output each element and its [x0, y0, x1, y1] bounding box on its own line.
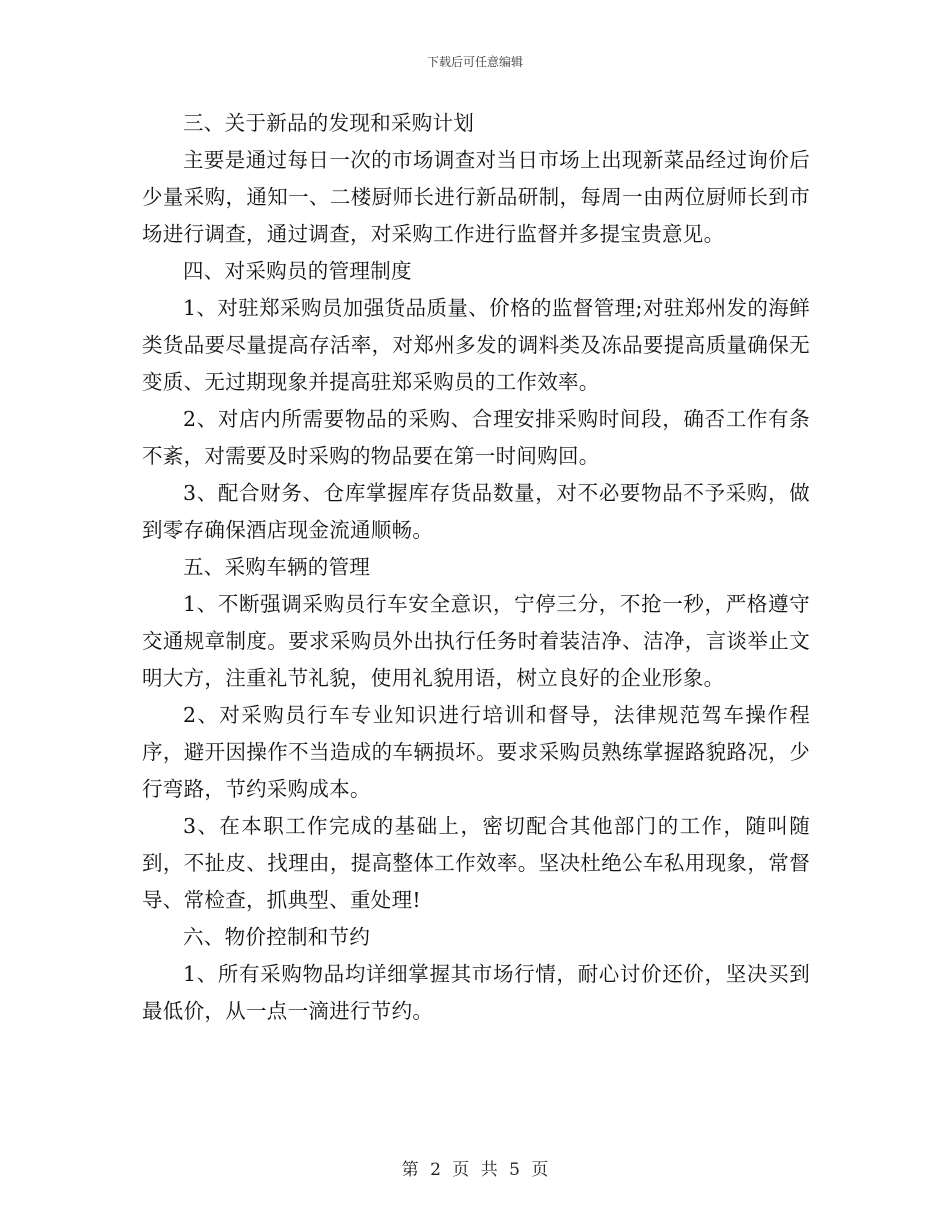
paragraph-new-products: 主要是通过每日一次的市场调查对当日市场上出现新菜品经过询价后少量采购，通知一、二楼厨师长进行新品研制，每周一由两位厨师长到市场进行调查，通过调查，对采购工作进行监督并多提宝贵意见。: [142, 148, 810, 246]
paragraph-buyer-item-3: 3、配合财务、仓库掌握库存货品数量，对不必要物品不予采购，做到零存确保酒店现金流通顺畅。: [142, 481, 810, 542]
paragraph-vehicle-item-3: 3、在本职工作完成的基础上，密切配合其他部门的工作，随叫随到，不扯皮、找理由，提高整体工作效率。坚决杜绝公车私用现象，常督导、常检查，抓典型、重处理!: [142, 814, 810, 912]
document-body: [142, 105, 810, 1030]
page-number-footer: 第 2 页 共 5 页: [401, 1160, 549, 1180]
section-heading-price-control: 六、物价控制和节约: [183, 925, 371, 949]
paragraph-buyer-item-2: 2、对店内所需要物品的采购、合理安排采购时间段，确否工作有条不紊，对需要及时采购的物品要在第一时间购回。: [142, 407, 810, 468]
paragraph-vehicle-item-2: 2、对采购员行车专业知识进行培训和督导，法律规范驾车操作程序，避开因操作不当造成的车辆损坏。要求采购员熟练掌握路貌路况，少行弯路，节约采购成本。: [142, 703, 810, 801]
section-heading-new-products: 三、关于新品的发现和采购计划: [183, 111, 475, 135]
paragraph-price-item-1: 1、所有采购物品均详细掌握其市场行情，耐心讨价还价，坚决买到最低价，从一点一滴进行节约。: [142, 962, 810, 1023]
section-heading-vehicle-management: 五、采购车辆的管理: [183, 555, 371, 579]
paragraph-vehicle-item-1: 1、不断强调采购员行车安全意识，宁停三分，不抢一秒，严格遵守交通规章制度。要求采购员外出执行任务时着装洁净、洁净，言谈举止文明大方，注重礼节礼貌，使用礼貌用语，树立良好的企业形象。: [142, 592, 810, 690]
section-heading-buyer-management: 四、对采购员的管理制度: [183, 259, 412, 283]
paragraph-buyer-item-1: 1、对驻郑采购员加强货品质量、价格的监督管理;对驻郑州发的海鲜类货品要尽量提高存活率，对郑州多发的调料类及冻品要提高质量确保无变质、无过期现象并提高驻郑采购员的工作效率。: [142, 296, 810, 394]
page-header-note: 下载后可任意编辑: [426, 55, 523, 69]
